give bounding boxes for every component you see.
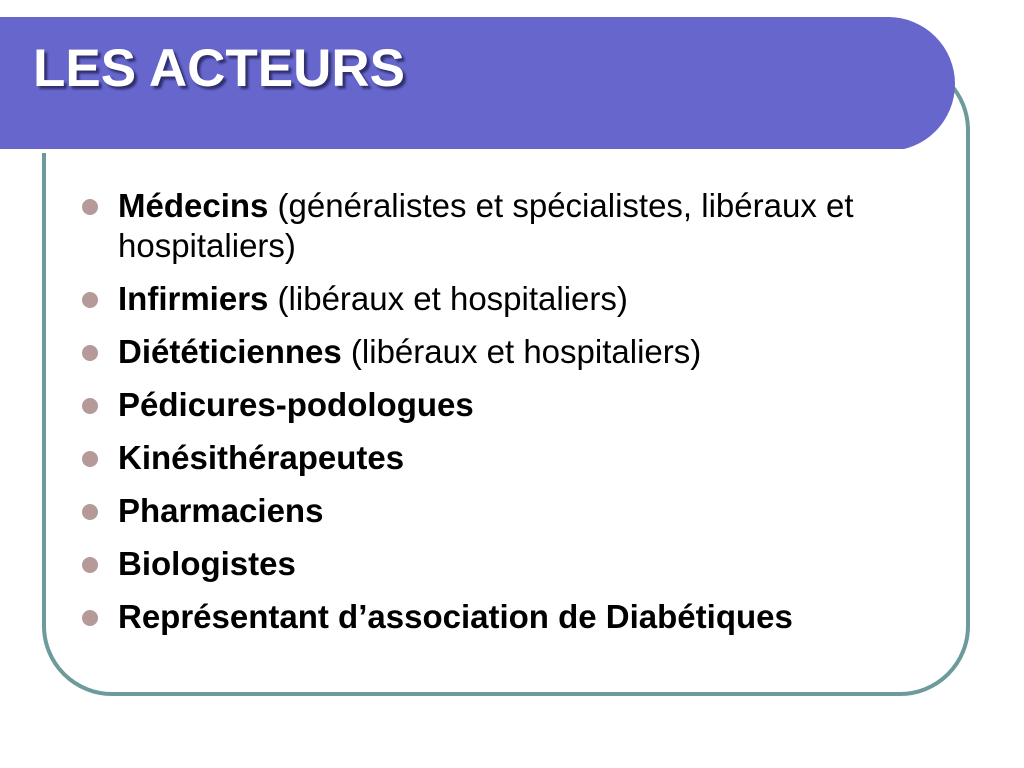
item-term: Pédicures-podologues <box>118 386 474 423</box>
bullet-icon <box>82 451 98 467</box>
list-item <box>80 491 960 531</box>
item-detail: (libéraux et hospitaliers) <box>268 280 628 317</box>
item-term: Infirmiers <box>118 280 269 317</box>
list-item <box>80 597 960 637</box>
bullet-icon <box>82 557 98 573</box>
item-detail: (généralistes et spécialistes, libéraux et hospitaliers) <box>118 187 854 264</box>
list-item <box>80 332 960 372</box>
slide-title: LES ACTEURS <box>33 39 406 98</box>
bullet-icon <box>82 345 98 361</box>
list-item <box>80 544 960 584</box>
item-term: Kinésithérapeutes <box>118 439 405 476</box>
title-underline <box>0 149 905 153</box>
list-item <box>80 279 960 319</box>
item-term: Diététiciennes <box>118 333 342 370</box>
bullet-icon <box>82 199 98 215</box>
bullet-list <box>80 186 960 650</box>
item-detail: (libéraux et hospitaliers) <box>341 333 702 370</box>
item-term: Pharmaciens <box>118 492 324 529</box>
bullet-icon <box>82 292 98 308</box>
item-term: Biologistes <box>118 545 296 582</box>
bullet-icon <box>82 504 98 520</box>
item-term: Représentant d’association de Diabétiques <box>118 598 793 635</box>
item-term: Médecins <box>118 187 269 224</box>
list-item <box>80 186 960 266</box>
list-item <box>80 438 960 478</box>
bullet-icon <box>82 398 98 414</box>
list-item <box>80 385 960 425</box>
bullet-icon <box>82 610 98 626</box>
